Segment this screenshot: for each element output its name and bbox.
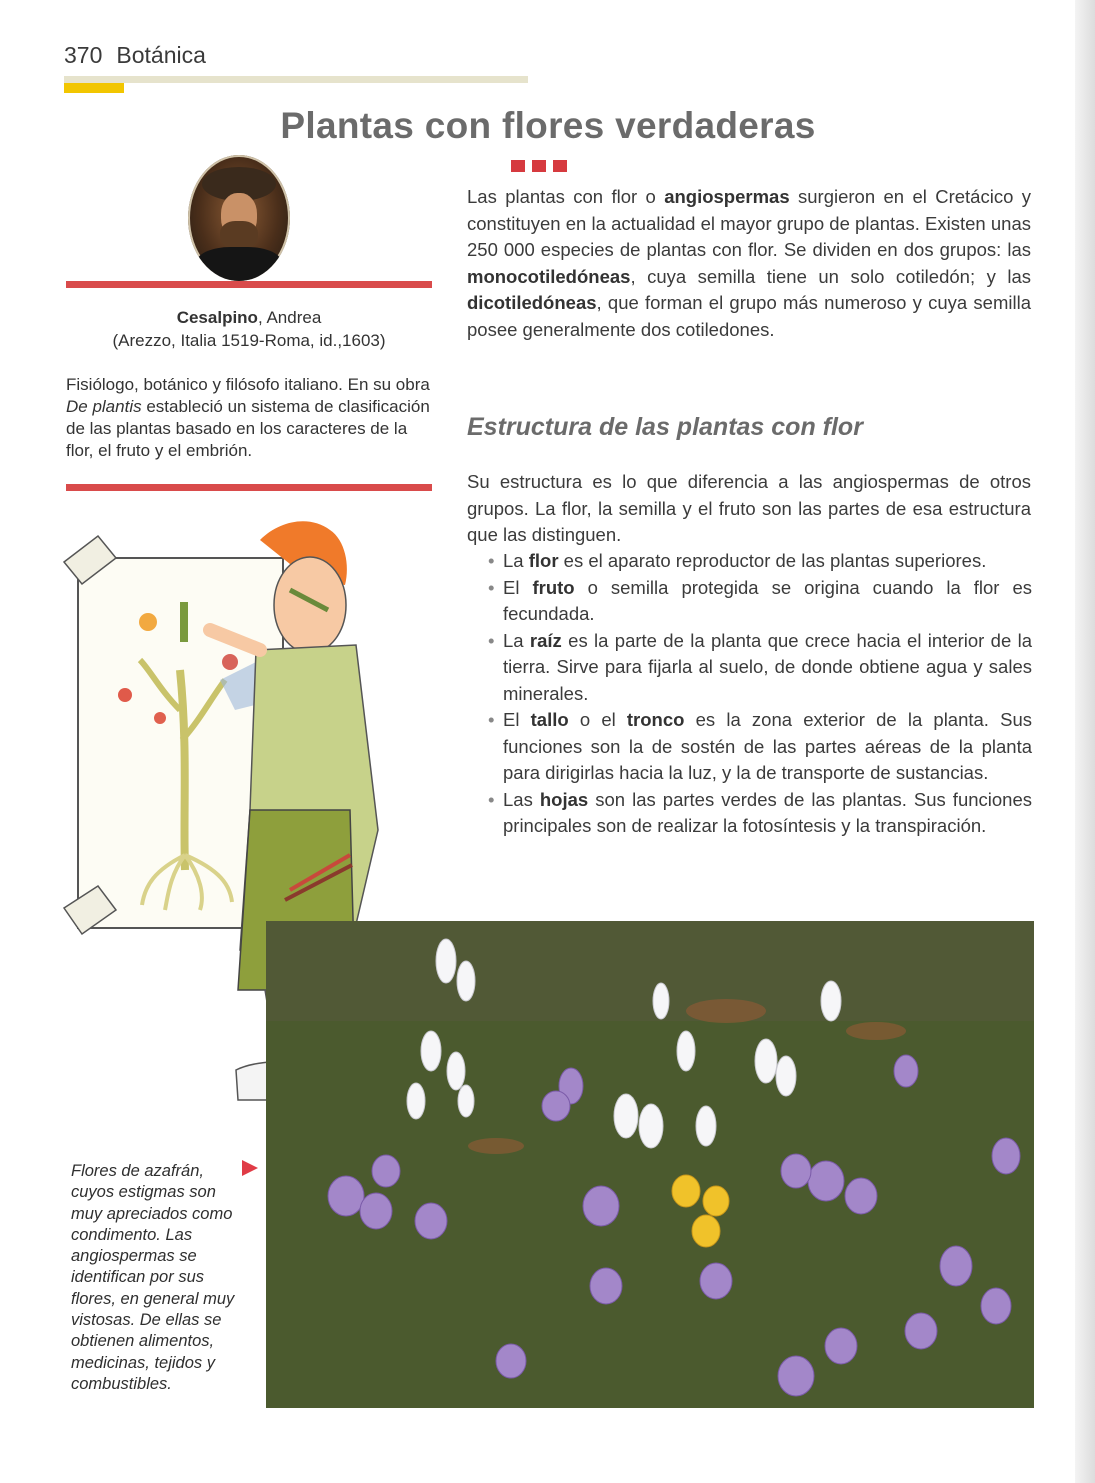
bio-heading [66,306,432,352]
page-number: 370 [64,42,103,68]
bio-dates: (Arezzo, Italia 1519-Roma, id.,1603) [112,331,386,350]
page-title: Plantas con flores verdaderas [280,105,816,146]
section-heading: Estructura de las plantas con flor [467,413,863,441]
bio-surname: Cesalpino [176,308,258,327]
header-rule [64,76,528,83]
bio-given-name: , Andrea [257,308,322,327]
crocus-photo [266,921,1034,1408]
structure-list [486,548,1032,840]
title-ornament [511,160,567,172]
bio-bottom-rule [66,484,432,491]
list-item: • El tallo o el tronco es la zona exterior de la planta. Sus funciones son la de sostén de las partes aéreas de la planta para dirigirlas hacia la luz, y la de transporte de sustancias. [488,709,1033,783]
intro-paragraph: Las plantas con flor o angiospermas surgieron en el Cretácico y constituyen en la actualidad el mayor grupo de plantas. Existen unas 250 000 especies de plantas con flor. Se dividen en dos grupos: las monocotiledóneas, cuya semilla tiene un solo cotiledón; y las dicotiledóneas, que forman el grupo más numeroso y cuya semilla posee generalmente dos cotiledones. [467,186,1031,340]
structure-paragraph: Su estructura es lo que diferencia a las angiospermas de otros grupos. La flor, la semilla y el fruto son las partes de esa estructura que las distinguen. [467,471,1031,545]
header-accent-bar [64,83,124,93]
bio-text: Fisiólogo, botánico y filósofo italiano. En su obra De plantis estableció un sistema de clasificación de las plantas basado en los caracteres de la flor, el fruto y el embrión. [66,375,430,460]
caption-pointer-icon [242,1160,258,1176]
page-gutter [1075,0,1095,1483]
running-header [64,42,206,69]
work-title: De plantis [66,397,142,416]
list-item: • El fruto o semilla protegida se origina cuando la flor es fecundada. [488,576,1032,624]
list-item: • La flor es el aparato reproductor de las plantas superiores. [488,550,987,571]
list-item: • La raíz es la parte de la planta que crece hacia el interior de la tierra. Sirve para fijarla al suelo, de donde obtiene agua y sales minerales. [488,629,1032,704]
photo-caption: Flores de azafrán, cuyos estigmas son muy apreciados como condimento. Las angiospermas se identifican por sus flores, en general muy vistosas. De ellas se obtienen alimentos, medicinas, tejidos y combustibles. [71,1162,235,1393]
list-item: • Las hojas son las partes verdes de las plantas. Sus funciones principales son de realizar la fotosíntesis y la transpiración. [488,788,1033,836]
section-name: Botánica [116,42,206,68]
bio-top-rule [66,281,432,288]
cesalpino-portrait [188,155,290,281]
